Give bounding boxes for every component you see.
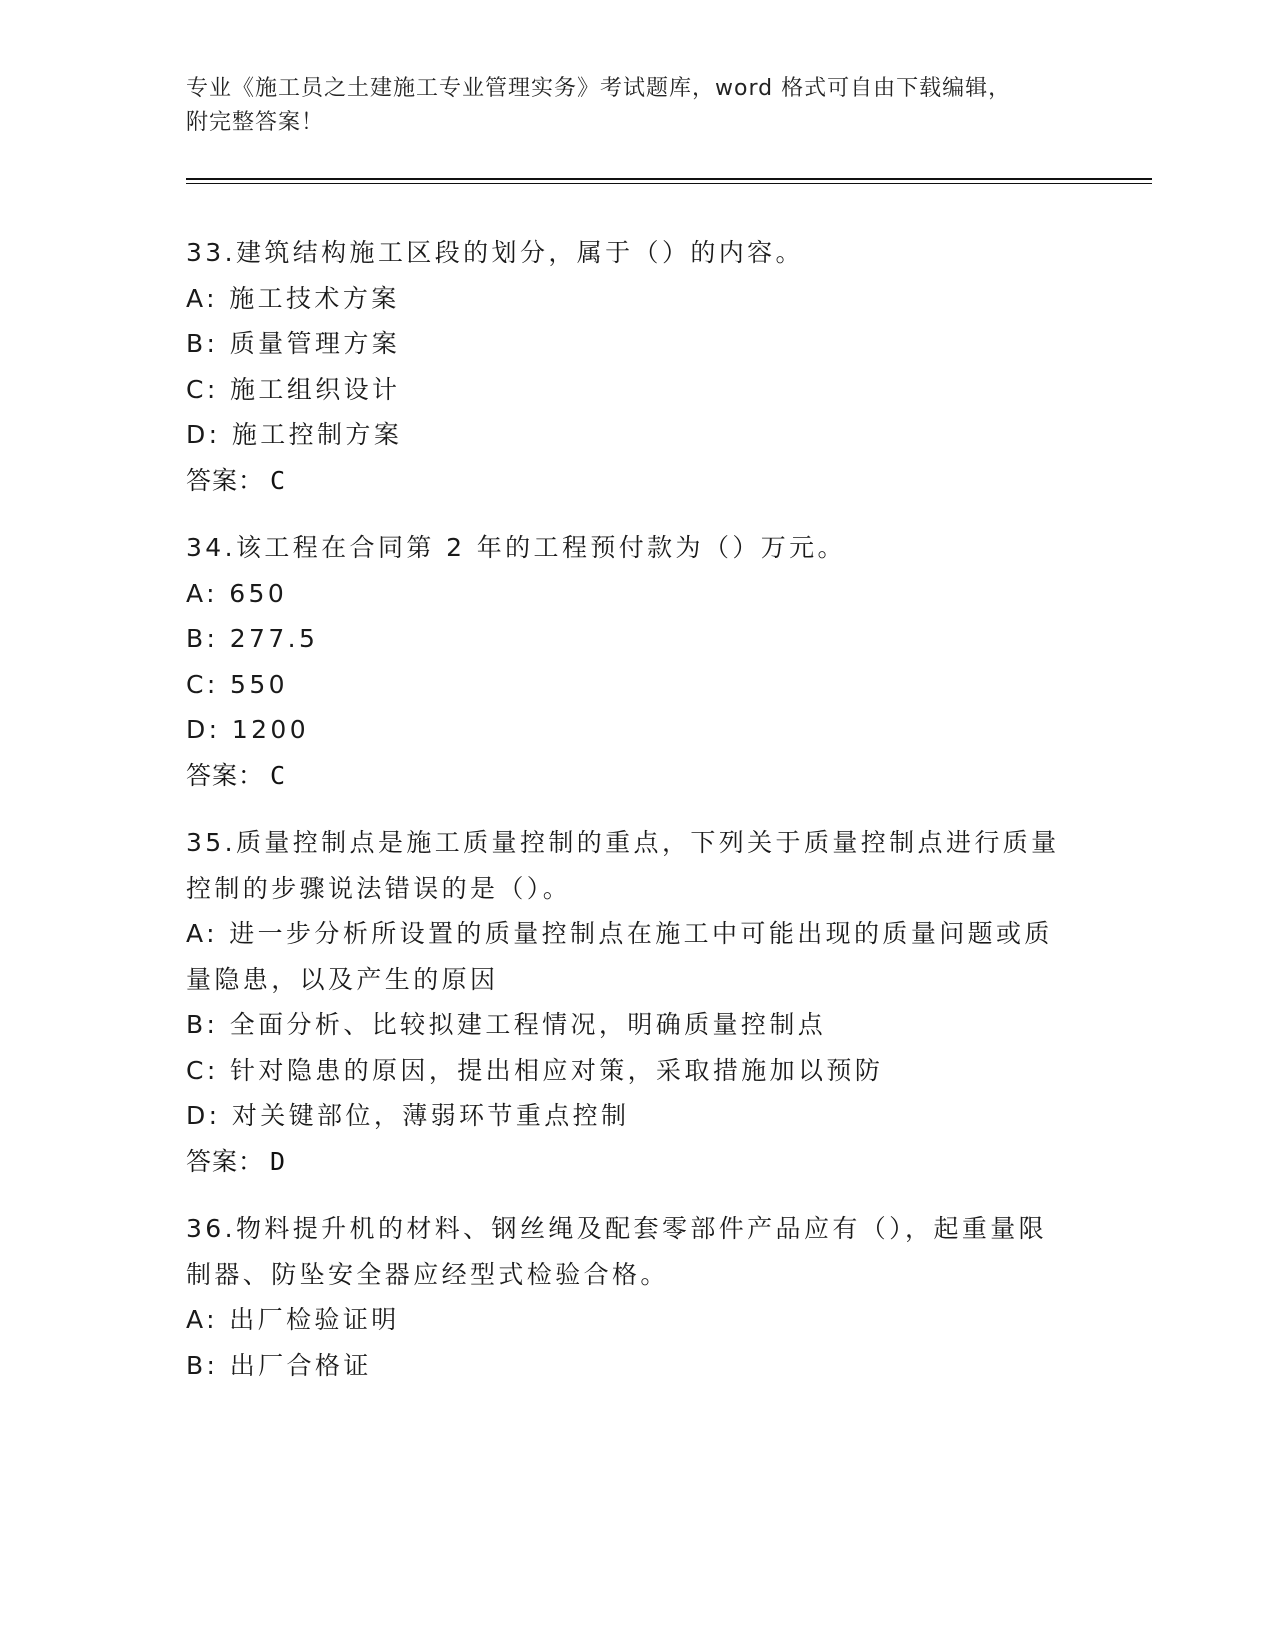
answer-line <box>186 753 1086 799</box>
answer-option: D: 对关键部位，薄弱环节重点控制 <box>186 1101 630 1130</box>
answer-option: B: 全面分析、比较拟建工程情况，明确质量控制点 <box>186 1010 827 1039</box>
answer-option: D: 施工控制方案 <box>186 420 403 449</box>
question-list <box>186 230 1086 1410</box>
header-line-2: 附完整答案！ <box>186 110 325 135</box>
question-stem: 36.物料提升机的材料、钢丝绳及配套零部件产品应有（），起重量限 <box>186 1214 1048 1243</box>
answer-label: 答案： <box>186 1146 265 1176</box>
question-stem: 35.质量控制点是施工质量控制的重点，下列关于质量控制点进行质量 <box>186 828 1060 857</box>
answer-label: 答案： <box>186 760 265 790</box>
answer-option: 量隐患，以及产生的原因 <box>186 964 499 994</box>
document-header <box>186 72 1066 140</box>
answer-option: D: 1200 <box>186 715 310 744</box>
answer-value: C <box>270 465 287 495</box>
answer-option: B: 质量管理方案 <box>186 329 401 358</box>
answer-option: A: 进一步分析所设置的质量控制点在施工中可能出现的质量问题或质 <box>186 919 1053 948</box>
answer-option: A: 施工技术方案 <box>186 283 400 313</box>
question-block <box>186 230 1086 503</box>
header-divider-thick <box>186 178 1152 180</box>
question-block <box>186 525 1086 798</box>
answer-option: A: 出厂检验证明 <box>186 1305 400 1334</box>
answer-value: C <box>270 760 287 790</box>
question-block <box>186 820 1086 1184</box>
answer-option: A: 650 <box>186 578 288 608</box>
answer-line <box>186 458 1086 504</box>
answer-option: C: 550 <box>186 669 288 699</box>
answer-label: 答案： <box>186 465 265 495</box>
question-stem: 控制的步骤说法错误的是（）。 <box>186 873 572 903</box>
answer-option: C: 针对隐患的原因，提出相应对策，采取措施加以预防 <box>186 1055 884 1085</box>
question-stem: 33.建筑结构施工区段的划分，属于（）的内容。 <box>186 238 804 267</box>
header-line-1: 专业《施工员之土建施工专业管理实务》考试题库，word 格式可自由下载编辑， <box>186 76 1012 101</box>
question-block <box>186 1206 1086 1388</box>
answer-option: B: 出厂合格证 <box>186 1350 372 1380</box>
answer-value: D <box>270 1146 287 1176</box>
header-divider-thin <box>186 183 1152 184</box>
question-stem: 制器、防坠安全器应经型式检验合格。 <box>186 1259 669 1289</box>
question-stem: 34.该工程在合同第 2 年的工程预付款为（）万元。 <box>186 533 846 562</box>
answer-option: C: 施工组织设计 <box>186 374 401 404</box>
answer-option: B: 277.5 <box>186 624 319 653</box>
answer-line <box>186 1139 1086 1185</box>
